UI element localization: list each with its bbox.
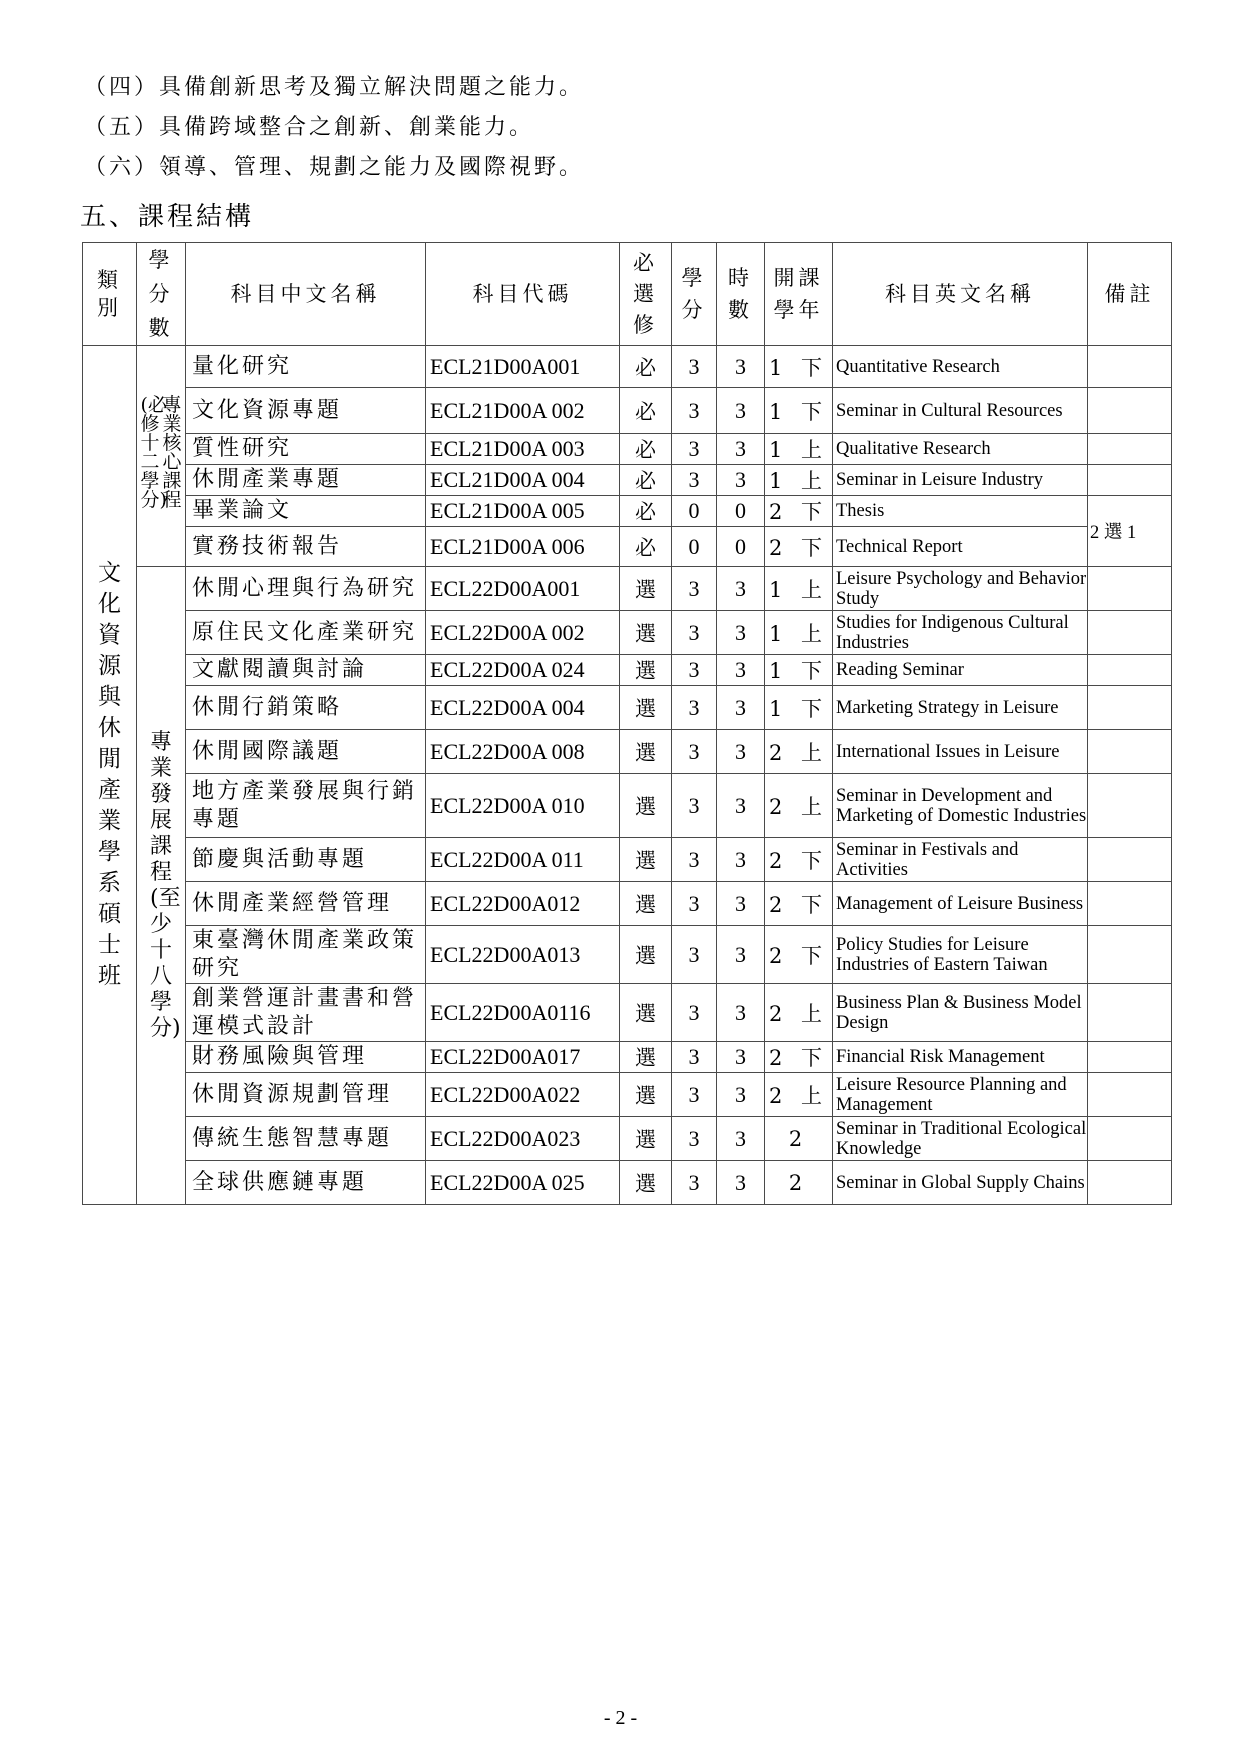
course-hours: 3 xyxy=(717,346,765,388)
table-row xyxy=(83,346,1172,388)
course-name-zh: 休閒產業專題 xyxy=(186,465,426,496)
course-credits: 3 xyxy=(672,465,717,496)
course-year: 1 上 xyxy=(765,465,833,496)
course-required: 選 xyxy=(620,984,672,1042)
course-hours: 3 xyxy=(717,882,765,926)
course-credits: 0 xyxy=(672,527,717,567)
course-required: 選 xyxy=(620,730,672,774)
course-code: ECL21D00A 002 xyxy=(426,388,620,434)
course-name-en: Seminar in Leisure Industry xyxy=(833,465,1088,496)
course-code: ECL22D00A012 xyxy=(426,882,620,926)
course-code: ECL22D00A022 xyxy=(426,1073,620,1117)
course-name-zh: 休閒國際議題 xyxy=(186,730,426,774)
course-name-zh: 休閒產業經營管理 xyxy=(186,882,426,926)
course-credits: 3 xyxy=(672,388,717,434)
course-required: 選 xyxy=(620,926,672,984)
course-credits: 3 xyxy=(672,655,717,686)
table-row xyxy=(83,567,1172,611)
course-year: 2 上 xyxy=(765,774,833,838)
course-code: ECL22D00A001 xyxy=(426,567,620,611)
course-year: 1 下 xyxy=(765,346,833,388)
course-required: 選 xyxy=(620,838,672,882)
course-name-en: Thesis xyxy=(833,496,1088,527)
course-remark: 2 選 1 xyxy=(1088,496,1172,567)
course-remark xyxy=(1088,984,1172,1042)
course-hours: 3 xyxy=(717,465,765,496)
course-credits: 3 xyxy=(672,434,717,465)
course-name-en: Seminar in Development and Marketing of Domestic Industries xyxy=(833,774,1088,838)
section-title: 五、課程結構 xyxy=(80,202,255,232)
table-row xyxy=(83,730,1172,774)
table-row xyxy=(83,882,1172,926)
course-hours: 3 xyxy=(717,611,765,655)
goal-item-6: （六）領導、管理、規劃之能力及國際視野。 xyxy=(84,155,585,180)
table-row xyxy=(83,1073,1172,1117)
course-name-en: Management of Leisure Business xyxy=(833,882,1088,926)
header-code: 科目代碼 xyxy=(426,243,620,346)
course-year: 2 上 xyxy=(765,984,833,1042)
header-credits-group: 學分數 xyxy=(137,243,186,346)
course-structure-table xyxy=(82,242,1172,1205)
course-code: ECL22D00A023 xyxy=(426,1117,620,1161)
course-credits: 3 xyxy=(672,984,717,1042)
course-code: ECL21D00A001 xyxy=(426,346,620,388)
table-row xyxy=(83,527,1172,567)
course-credits: 3 xyxy=(672,882,717,926)
course-name-zh: 文化資源專題 xyxy=(186,388,426,434)
course-remark xyxy=(1088,882,1172,926)
course-name-en: Leisure Psychology and Behavior Study xyxy=(833,567,1088,611)
course-name-en: Leisure Resource Planning and Management xyxy=(833,1073,1088,1117)
course-credits: 3 xyxy=(672,1161,717,1205)
course-required: 選 xyxy=(620,611,672,655)
course-required: 選 xyxy=(620,1161,672,1205)
course-name-zh: 創業營運計畫書和營運模式設計 xyxy=(186,984,426,1042)
course-name-en: Reading Seminar xyxy=(833,655,1088,686)
course-required: 選 xyxy=(620,567,672,611)
course-code: ECL22D00A 008 xyxy=(426,730,620,774)
course-year: 2 下 xyxy=(765,882,833,926)
course-hours: 0 xyxy=(717,527,765,567)
course-remark xyxy=(1088,1161,1172,1205)
course-required: 必 xyxy=(620,465,672,496)
course-hours: 3 xyxy=(717,838,765,882)
course-credits: 3 xyxy=(672,926,717,984)
course-year: 2 下 xyxy=(765,1042,833,1073)
course-year: 1 下 xyxy=(765,388,833,434)
course-year: 1 下 xyxy=(765,655,833,686)
course-remark xyxy=(1088,388,1172,434)
course-hours: 3 xyxy=(717,1042,765,1073)
course-name-zh: 財務風險與管理 xyxy=(186,1042,426,1073)
table-row xyxy=(83,655,1172,686)
course-credits: 3 xyxy=(672,611,717,655)
course-required: 必 xyxy=(620,434,672,465)
course-remark xyxy=(1088,611,1172,655)
course-hours: 3 xyxy=(717,1161,765,1205)
course-remark xyxy=(1088,774,1172,838)
course-name-en: Qualitative Research xyxy=(833,434,1088,465)
course-remark xyxy=(1088,1042,1172,1073)
course-remark xyxy=(1088,434,1172,465)
course-code: ECL22D00A 004 xyxy=(426,686,620,730)
course-name-zh: 傳統生態智慧專題 xyxy=(186,1117,426,1161)
course-name-en: Marketing Strategy in Leisure xyxy=(833,686,1088,730)
course-year: 1 上 xyxy=(765,567,833,611)
course-year: 2 上 xyxy=(765,730,833,774)
course-name-en: Policy Studies for Leisure Industries of Eastern Taiwan xyxy=(833,926,1088,984)
course-credits: 3 xyxy=(672,730,717,774)
course-name-zh: 休閒心理與行為研究 xyxy=(186,567,426,611)
header-category: 類別 xyxy=(83,243,137,346)
course-name-zh: 質性研究 xyxy=(186,434,426,465)
course-credits: 3 xyxy=(672,346,717,388)
course-code: ECL22D00A 025 xyxy=(426,1161,620,1205)
category-label: 文化資源與休閒產業學系 碩士班 xyxy=(97,560,121,989)
course-remark xyxy=(1088,465,1172,496)
goal-item-5: （五）具備跨域整合之創新、創業能力。 xyxy=(84,115,535,140)
course-name-en: Business Plan & Business Model Design xyxy=(833,984,1088,1042)
table-row xyxy=(83,434,1172,465)
table-row xyxy=(83,1161,1172,1205)
course-credits: 3 xyxy=(672,774,717,838)
course-name-zh: 東臺灣休閒產業政策研究 xyxy=(186,926,426,984)
course-name-zh: 實務技術報告 xyxy=(186,527,426,567)
course-name-zh: 節慶與活動專題 xyxy=(186,838,426,882)
header-required: 必選修 xyxy=(620,243,672,346)
header-remark: 備註 xyxy=(1088,243,1172,346)
table-row xyxy=(83,1117,1172,1161)
course-required: 必 xyxy=(620,346,672,388)
course-name-en: Studies for Indigenous Cultural Industries xyxy=(833,611,1088,655)
goal-item-4: （四）具備創新思考及獨立解決問題之能力。 xyxy=(84,75,585,100)
course-required: 選 xyxy=(620,655,672,686)
course-credits: 3 xyxy=(672,1073,717,1117)
course-required: 必 xyxy=(620,496,672,527)
course-name-en: Seminar in Cultural Resources xyxy=(833,388,1088,434)
course-year: 2 xyxy=(765,1161,833,1205)
course-name-zh: 休閒資源規劃管理 xyxy=(186,1073,426,1117)
course-hours: 0 xyxy=(717,496,765,527)
course-code: ECL21D00A 003 xyxy=(426,434,620,465)
course-name-en: Technical Report xyxy=(833,527,1088,567)
course-remark xyxy=(1088,346,1172,388)
course-hours: 3 xyxy=(717,774,765,838)
course-hours: 3 xyxy=(717,655,765,686)
course-name-en: Quantitative Research xyxy=(833,346,1088,388)
course-credits: 0 xyxy=(672,496,717,527)
course-hours: 3 xyxy=(717,434,765,465)
course-code: ECL21D00A 005 xyxy=(426,496,620,527)
course-name-zh: 畢業論文 xyxy=(186,496,426,527)
course-remark xyxy=(1088,655,1172,686)
table-row xyxy=(83,1042,1172,1073)
course-name-en: International Issues in Leisure xyxy=(833,730,1088,774)
table-row xyxy=(83,838,1172,882)
course-required: 選 xyxy=(620,686,672,730)
course-name-zh: 休閒行銷策略 xyxy=(186,686,426,730)
course-hours: 3 xyxy=(717,730,765,774)
header-name-en: 科目英文名稱 xyxy=(833,243,1088,346)
course-year: 2 下 xyxy=(765,926,833,984)
core-group-title: 專業核心課程 xyxy=(162,394,182,511)
table-header-row xyxy=(83,243,1172,346)
course-year: 1 上 xyxy=(765,434,833,465)
course-remark xyxy=(1088,730,1172,774)
course-year: 1 下 xyxy=(765,686,833,730)
course-name-zh: 量化研究 xyxy=(186,346,426,388)
course-name-en: Seminar in Festivals and Activities xyxy=(833,838,1088,882)
table-row xyxy=(83,388,1172,434)
course-name-en: Seminar in Traditional Ecological Knowledge xyxy=(833,1117,1088,1161)
course-year: 2 上 xyxy=(765,1073,833,1117)
table-row xyxy=(83,774,1172,838)
course-required: 選 xyxy=(620,774,672,838)
course-hours: 3 xyxy=(717,984,765,1042)
course-name-en: Financial Risk Management xyxy=(833,1042,1088,1073)
course-credits: 3 xyxy=(672,1117,717,1161)
course-credits: 3 xyxy=(672,567,717,611)
course-remark xyxy=(1088,926,1172,984)
course-code: ECL22D00A013 xyxy=(426,926,620,984)
table-row xyxy=(83,686,1172,730)
course-year: 2 下 xyxy=(765,527,833,567)
course-remark xyxy=(1088,1073,1172,1117)
course-name-zh: 文獻閱讀與討論 xyxy=(186,655,426,686)
page-number: - 2 - xyxy=(603,1707,638,1729)
course-code: ECL22D00A017 xyxy=(426,1042,620,1073)
category-cell xyxy=(83,346,137,1205)
course-hours: 3 xyxy=(717,1073,765,1117)
table-row xyxy=(83,984,1172,1042)
course-code: ECL22D00A 011 xyxy=(426,838,620,882)
header-name-zh: 科目中文名稱 xyxy=(186,243,426,346)
course-credits: 3 xyxy=(672,1042,717,1073)
course-remark xyxy=(1088,567,1172,611)
table-row xyxy=(83,926,1172,984)
course-credits: 3 xyxy=(672,686,717,730)
course-hours: 3 xyxy=(717,1117,765,1161)
course-required: 必 xyxy=(620,527,672,567)
course-year: 2 xyxy=(765,1117,833,1161)
course-name-zh: 原住民文化產業研究 xyxy=(186,611,426,655)
header-hours: 時數 xyxy=(717,243,765,346)
table-row xyxy=(83,611,1172,655)
course-remark xyxy=(1088,1117,1172,1161)
course-hours: 3 xyxy=(717,686,765,730)
course-required: 選 xyxy=(620,1073,672,1117)
course-code: ECL21D00A 004 xyxy=(426,465,620,496)
course-hours: 3 xyxy=(717,926,765,984)
course-code: ECL22D00A 010 xyxy=(426,774,620,838)
course-name-zh: 全球供應鏈專題 xyxy=(186,1161,426,1205)
core-group-cell xyxy=(137,346,186,567)
table-row xyxy=(83,496,1172,527)
course-year: 2 下 xyxy=(765,838,833,882)
dev-group-title: 專業發展課程(至少十八學分) xyxy=(150,729,181,1041)
dev-group-cell xyxy=(137,567,186,1205)
course-required: 選 xyxy=(620,1117,672,1161)
course-remark xyxy=(1088,686,1172,730)
course-hours: 3 xyxy=(717,388,765,434)
course-required: 選 xyxy=(620,1042,672,1073)
core-group-credits: (必修十二學分) xyxy=(140,394,167,511)
header-year: 開課學年 xyxy=(765,243,833,346)
course-code: ECL22D00A 024 xyxy=(426,655,620,686)
course-required: 選 xyxy=(620,882,672,926)
course-required: 必 xyxy=(620,388,672,434)
course-year: 1 上 xyxy=(765,611,833,655)
course-code: ECL22D00A0116 xyxy=(426,984,620,1042)
course-name-zh: 地方產業發展與行銷專題 xyxy=(186,774,426,838)
table-row xyxy=(83,465,1172,496)
course-name-en: Seminar in Global Supply Chains xyxy=(833,1161,1088,1205)
course-code: ECL22D00A 002 xyxy=(426,611,620,655)
header-credits: 學分 xyxy=(672,243,717,346)
course-code: ECL21D00A 006 xyxy=(426,527,620,567)
course-hours: 3 xyxy=(717,567,765,611)
course-remark xyxy=(1088,838,1172,882)
course-year: 2 下 xyxy=(765,496,833,527)
course-credits: 3 xyxy=(672,838,717,882)
